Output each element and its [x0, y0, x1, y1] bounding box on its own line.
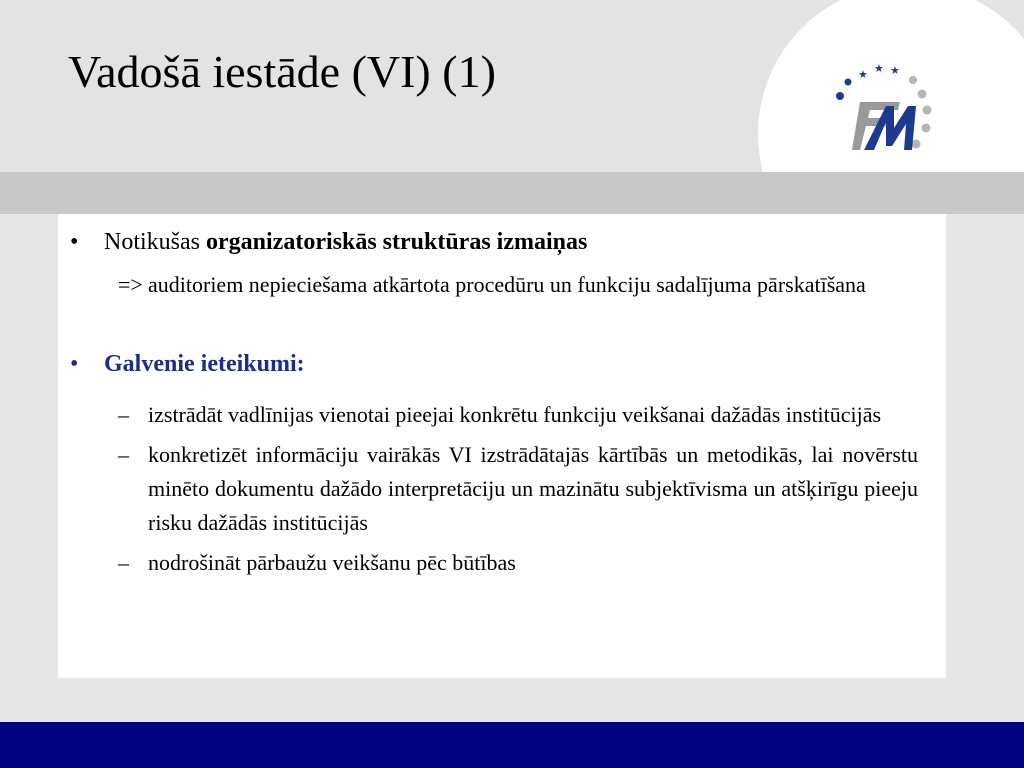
recommendation-item — [60, 438, 918, 540]
bullet-marker: • — [70, 229, 79, 255]
bottom-gray-strip — [0, 678, 1024, 722]
header-band — [0, 172, 1024, 214]
arrow-text: auditoriem nepieciešama atkārtota procedūru un funkciju sadalījuma pārskatīšana — [148, 272, 866, 297]
left-margin-strip — [0, 214, 58, 678]
bullet-marker: • — [70, 351, 79, 377]
arrow-marker: => — [118, 272, 143, 297]
dash-marker: – — [118, 442, 129, 467]
dash-marker: – — [118, 402, 129, 427]
right-margin-strip — [946, 214, 1024, 642]
svg-text:★: ★ — [890, 64, 900, 77]
bullet-item — [60, 226, 918, 258]
recommendation-text: nodrošināt pārbaužu veikšanu pēc būtības — [148, 550, 516, 575]
svg-text:★: ★ — [874, 62, 884, 75]
right-margin-strip-lower — [946, 642, 1024, 678]
arrow-subitem — [60, 268, 918, 302]
recommendation-text: izstrādāt vadlīnijas vienotai pieejai konkrētu funkciju veikšanai dažādās institūcijās — [148, 402, 882, 427]
bullet-item — [60, 348, 918, 380]
footer-bar — [0, 722, 1024, 768]
recommendation-text: konkretizēt informāciju vairākās VI izstrādātajās kārtībās un metodikās, lai novērstu minēto dokumentu dažādo interpretāciju un mazinātu subjektīvisma un atšķirīgu pieeju risku dažādās institūcijās — [148, 442, 918, 535]
slide-body — [60, 226, 918, 580]
slide-title: Vadošā iestāde (VI) (1) — [68, 46, 496, 97]
svg-text:★: ★ — [858, 68, 868, 81]
recommendation-item — [60, 398, 918, 432]
fm-eu-stars-logo-icon — [828, 58, 936, 158]
bullet-bold-text: organizatoriskās struktūras izmaiņas — [206, 229, 588, 255]
dash-marker: – — [118, 550, 129, 575]
bullet-prefix: Notikušas — [104, 229, 200, 255]
recommendation-item — [60, 546, 918, 580]
recommendations-heading: Galvenie ieteikumi: — [104, 351, 305, 377]
